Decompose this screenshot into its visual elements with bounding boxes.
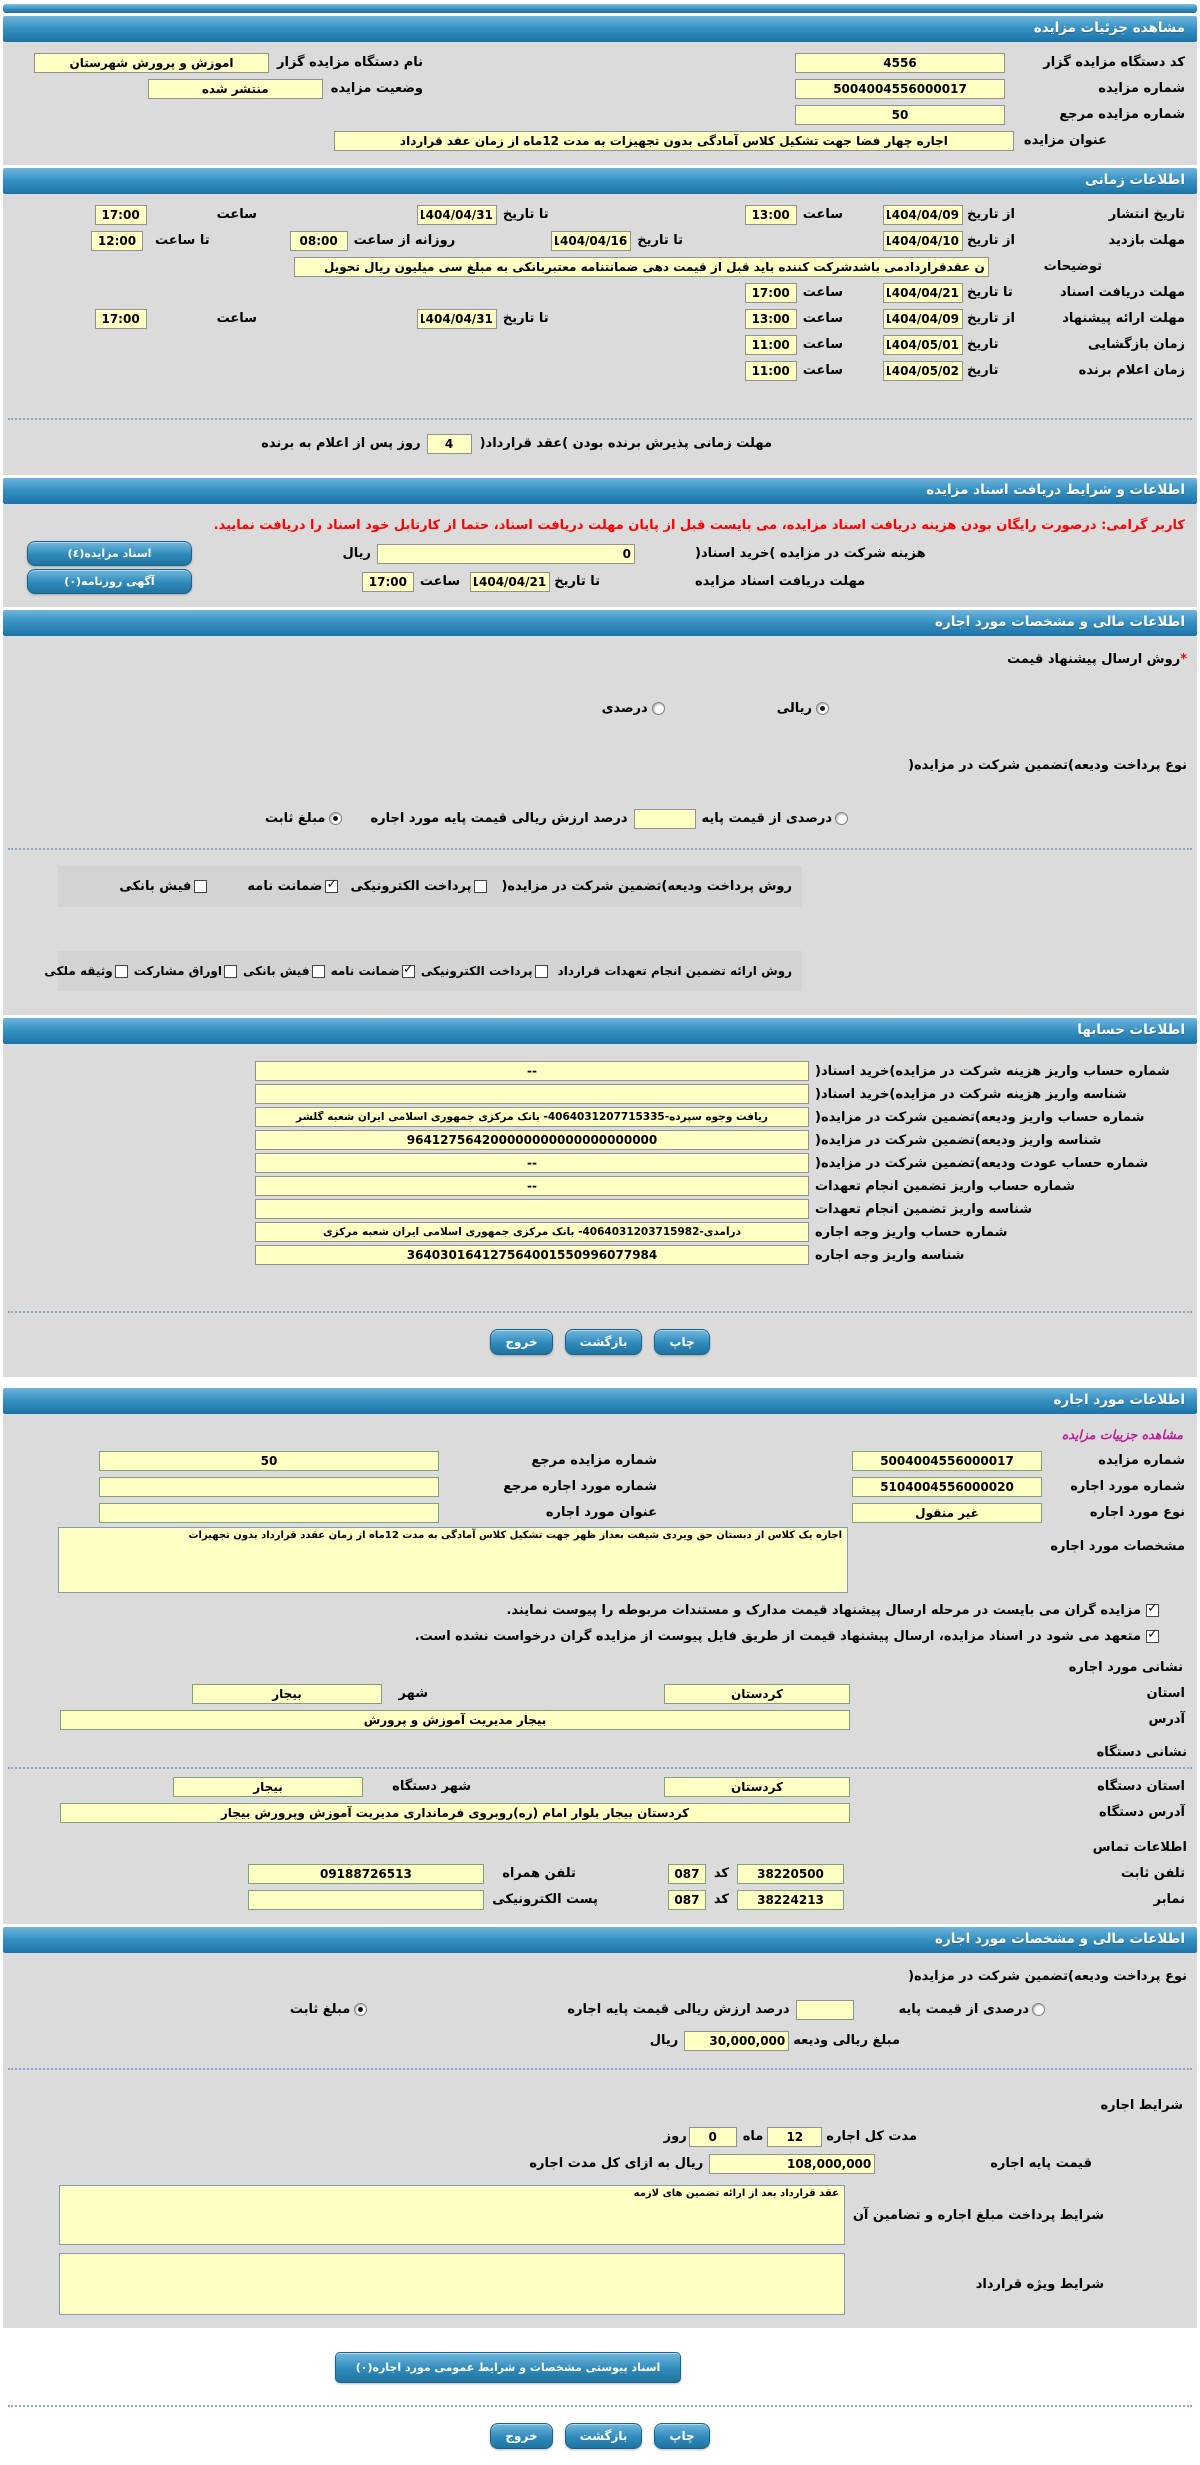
doc-fee-payment-id-label: شناسه واریز هزینه شرکت در مزایده)خرید اسناد( — [815, 1086, 1127, 1102]
hour-label: ساعت — [802, 207, 843, 222]
action-buttons-row — [3, 2413, 1197, 2461]
section-header-accounts — [3, 1018, 1197, 1044]
contact-title: اطلاعات تماس — [1092, 1840, 1187, 1855]
phone-row — [3, 1862, 1197, 1885]
item-specs-textarea[interactable]: اجاره یک کلاس از دبستان حق ویردی شیفت بعداز ظهر جهت تشکیل کلاس آمادگی به مدت 12ماه از زمان عقدد قرارداد بدون تجهیزات — [58, 1527, 848, 1593]
deposit-account-label: شماره حساب واریز ودیعه)تضمین شرکت در مزایده( — [815, 1109, 1145, 1125]
price-method-options-row — [3, 697, 1197, 720]
percent-of-base-label: درصدی از قیمت پایه — [898, 2002, 1029, 2017]
docs-deadline-row — [3, 569, 1197, 594]
divider — [8, 418, 1192, 420]
no-file-note-row — [3, 1625, 1197, 1648]
newspaper-ad-button[interactable]: آگهی روزنامه(٠) — [27, 569, 192, 594]
description-row — [3, 255, 1197, 278]
item-number-input[interactable] — [852, 1477, 1042, 1497]
base-price-input[interactable] — [709, 2154, 875, 2174]
bank-slip-checkbox[interactable] — [312, 965, 325, 978]
area-code-label: کد — [713, 1892, 729, 1907]
section-title: مشاهده جزئیات مزایده — [1033, 20, 1185, 36]
footer-area — [3, 2328, 1197, 2465]
guarantee-letter-label: ضمانت نامه — [330, 964, 400, 978]
deposit-type-options-row — [3, 1998, 1197, 2021]
payment-terms-label: شرایط پرداخت مبلغ اجاره و تضامین آن — [852, 2207, 1104, 2223]
hour-label: ساعت — [802, 285, 843, 300]
participation-bonds-checkbox[interactable] — [224, 965, 237, 978]
back-button[interactable]: بازگشت — [565, 2423, 643, 2449]
obligation-guarantee-account-label: شماره حساب واریز تضمین انجام تعهدات — [815, 1178, 1076, 1194]
percent-of-base-input[interactable] — [796, 2000, 854, 2020]
auction-number-label: شماره مزایده — [1098, 1453, 1185, 1468]
phone-input[interactable] — [737, 1864, 844, 1884]
item-type-input[interactable] — [852, 1503, 1042, 1523]
to-date-label: تا تاریخ — [502, 207, 549, 222]
mobile-label: تلفن همراه — [502, 1866, 576, 1881]
electronic-payment-checkbox[interactable] — [474, 880, 487, 893]
docs-warning-text: کاربر گرامی: درصورت رایگان بودن هزینه دریافت اسناد مزایده، می بایست قبل از پایان مهلت دریافت اسناد، حتما از کارتابل خود اسناد را دریافت نمایید. — [213, 518, 1185, 533]
address-label: آدرس — [1148, 1712, 1185, 1727]
auction-number-row — [3, 77, 1197, 100]
org-province-row — [3, 1775, 1197, 1798]
payment-terms-row — [3, 2185, 1197, 2245]
province-input[interactable] — [664, 1684, 850, 1704]
property-collateral-checkbox[interactable] — [115, 965, 128, 978]
to-date-label: تا تاریخ — [967, 285, 1013, 300]
price-method-label: روش ارسال پیشنهاد قیمت — [1007, 652, 1181, 667]
top-strip — [3, 4, 1197, 13]
divider — [8, 2405, 1192, 2407]
back-button[interactable]: بازگشت — [565, 1329, 643, 1355]
auction-number-label: شماره مزایده — [1098, 81, 1185, 96]
org-city-input[interactable] — [173, 1777, 363, 1797]
account-row — [3, 1130, 1197, 1150]
rent-payment-account-input[interactable] — [255, 1222, 809, 1242]
fax-code-input[interactable] — [668, 1890, 706, 1910]
item-type-row — [3, 1501, 1197, 1524]
auction-title-label: عنوان مزایده — [1023, 133, 1107, 148]
docs-deadline-hour-input[interactable] — [362, 572, 414, 592]
offer-deadline-label: مهلت ارائه پیشنهاد — [1062, 311, 1185, 326]
section-header-financial-1 — [3, 610, 1197, 636]
deposit-type-row — [3, 754, 1197, 777]
rental-address-title: نشانی مورد اجاره — [1068, 1660, 1183, 1675]
attachment-button-row — [3, 2352, 1197, 2383]
view-details-link-row — [3, 1423, 1197, 1446]
visit-deadline-row — [3, 229, 1197, 252]
account-row — [3, 1061, 1197, 1081]
rial-radio[interactable] — [816, 702, 829, 715]
section-header-financial-2 — [3, 1927, 1197, 1953]
winner-announce-label: زمان اعلام برنده — [1078, 363, 1185, 378]
item-specs-row — [3, 1527, 1197, 1593]
duration-months-input[interactable] — [767, 2127, 822, 2147]
publish-to-date-input[interactable] — [417, 205, 497, 225]
guarantee-letter-checkbox[interactable] — [325, 880, 338, 893]
auction-status-input[interactable] — [148, 79, 323, 99]
hour-label: ساعت — [216, 207, 257, 222]
deposit-type-label: نوع پرداخت ودیعه)تضمین شرکت در مزایده( — [908, 1969, 1187, 1984]
item-type-label: نوع مورد اجاره — [1089, 1505, 1185, 1520]
percent-radio[interactable] — [652, 702, 665, 715]
deposit-type-label: نوع پرداخت ودیعه)تضمین شرکت در مزایده( — [908, 758, 1187, 773]
org-name-label: نام دستگاه مزایده گزار — [277, 55, 423, 70]
account-row — [3, 1107, 1197, 1127]
daily-from-hour-label: روزانه از ساعت — [353, 233, 456, 248]
contract-guarantee-method-label: روش ارائه تضمین انجام تعهدات قرارداد — [557, 964, 792, 978]
auction-status-label: وضعیت مزایده — [330, 81, 423, 96]
to-date-label: تا تاریخ — [554, 574, 600, 589]
obligation-guarantee-account-input[interactable] — [255, 1176, 809, 1196]
opening-hour-input[interactable] — [745, 335, 797, 355]
special-terms-row — [3, 2253, 1197, 2315]
address-input[interactable] — [60, 1710, 850, 1730]
financial-panel-1 — [3, 636, 1197, 1015]
hour-label: ساعت — [802, 337, 843, 352]
timing-panel — [3, 194, 1197, 475]
deposit-type-row — [3, 1965, 1197, 1988]
accounts-panel — [3, 1044, 1197, 1377]
offer-from-date-input[interactable] — [883, 309, 963, 329]
participation-bonds-label: اوراق مشارکت — [133, 964, 223, 978]
auction-title-row — [3, 129, 1197, 152]
docs-hour-input[interactable] — [745, 283, 797, 303]
email-input[interactable] — [248, 1890, 484, 1910]
item-auction-number-row — [3, 1449, 1197, 1472]
rental-item-panel — [3, 1414, 1197, 1924]
winner-announce-row — [3, 359, 1197, 382]
phone-code-input[interactable] — [668, 1864, 706, 1884]
electronic-payment-checkbox[interactable] — [535, 965, 548, 978]
divider — [8, 1311, 1192, 1313]
exit-button[interactable]: خروج — [490, 2423, 552, 2449]
city-label: شهر — [398, 1686, 428, 1701]
rent-duration-label: مدت کل اجاره — [826, 2129, 917, 2144]
auction-ref-input[interactable] — [795, 105, 1005, 125]
fixed-amount-radio[interactable] — [354, 2003, 367, 2016]
until-hour-label: تا ساعت — [155, 233, 210, 248]
offer-from-hour-input[interactable] — [745, 309, 797, 329]
docs-receive-deadline-row — [3, 281, 1197, 304]
rent-payment-account-label: شماره حساب واریز وجه اجاره — [815, 1224, 1008, 1240]
opening-time-row — [3, 333, 1197, 356]
account-row — [3, 1084, 1197, 1104]
property-collateral-label: وثیقه ملکی — [44, 964, 113, 978]
winner-date-input[interactable] — [883, 361, 963, 381]
base-price-label: قیمت پایه اجاره — [990, 2156, 1092, 2171]
rental-address-row — [3, 1708, 1197, 1731]
account-row — [3, 1153, 1197, 1173]
from-date-label: از تاریخ — [967, 207, 1015, 222]
deposit-amount-label: مبلغ ریالی ودیعه — [793, 2033, 900, 2048]
percent-of-base-label: درصدی از قیمت پایه — [701, 811, 832, 826]
contract-accept-suffix: روز پس از اعلام به برنده — [261, 436, 421, 451]
docs-receive-deadline-label: مهلت دریافت اسناد — [1059, 285, 1185, 300]
percent-of-base-radio[interactable] — [1032, 2003, 1045, 2016]
docs-fee-label: هزینه شرکت در مزایده )خرید اسناد( — [695, 546, 926, 561]
view-auction-details-link[interactable]: مشاهده جزییات مزایده — [1061, 1427, 1183, 1442]
publish-from-date-input[interactable] — [883, 205, 963, 225]
description-label: توضیحات — [1043, 259, 1102, 274]
deposit-type-options-row — [3, 807, 1197, 830]
deposit-payment-method-box — [58, 866, 802, 907]
hour-label: ساعت — [802, 363, 843, 378]
auction-code-input[interactable] — [795, 53, 1005, 73]
account-row — [3, 1222, 1197, 1242]
item-ref-input[interactable] — [99, 1477, 439, 1497]
province-label: استان — [1146, 1686, 1185, 1701]
visit-from-date-input[interactable] — [883, 231, 963, 251]
attachment-docs-button[interactable]: اسناد پیوستی مشخصات و شرایط عمومی مورد اجاره(٠) — [335, 2352, 682, 2383]
duration-days-input[interactable] — [689, 2127, 737, 2147]
section-title: اطلاعات و شرایط دریافت اسناد مزایده — [926, 482, 1185, 498]
contract-accept-label: مهلت زمانی پذیرش برنده بودن )عقد قرارداد( — [479, 436, 772, 451]
auction-documents-button[interactable]: اسناد مزایده(٤) — [27, 541, 192, 566]
deposit-payment-id-input[interactable] — [255, 1130, 809, 1150]
section-title: اطلاعات حسابها — [1077, 1022, 1185, 1038]
visit-to-date-input[interactable] — [551, 231, 631, 251]
account-row — [3, 1176, 1197, 1196]
deposit-return-account-input[interactable] — [255, 1153, 809, 1173]
city-input[interactable] — [192, 1684, 382, 1704]
auction-details-panel — [3, 42, 1197, 165]
rent-terms-title: شرایط اجاره — [1100, 2098, 1183, 2113]
org-address-row — [3, 1801, 1197, 1824]
guarantee-letter-label: ضمانت نامه — [247, 879, 323, 894]
rent-payment-id-label: شناسه واریز وجه اجاره — [815, 1247, 965, 1263]
email-label: پست الکترونیکی — [492, 1892, 598, 1907]
percent-option-label: درصدی — [601, 701, 648, 716]
visit-daily-from-input[interactable] — [290, 231, 348, 251]
item-title-label: عنوان مورد اجاره — [545, 1505, 657, 1520]
org-address-title-row — [3, 1741, 1197, 1764]
docs-deadline-date-input[interactable] — [470, 572, 550, 592]
payment-terms-textarea[interactable]: عقد قرارداد بعد از ارائه تضمین های لازمه — [59, 2185, 845, 2245]
docs-panel — [3, 504, 1197, 607]
divider — [8, 2068, 1192, 2070]
section-header-auction-details — [3, 16, 1197, 42]
hour-label: ساعت — [802, 311, 843, 326]
percent-of-base-suffix: درصد ارزش ریالی قیمت پایه مورد اجاره — [370, 811, 628, 826]
special-terms-textarea[interactable] — [59, 2253, 845, 2315]
special-terms-label: شرایط ویژه قرارداد — [975, 2276, 1104, 2292]
contract-guarantee-method-box — [44, 951, 802, 991]
auction-number-input[interactable] — [852, 1451, 1042, 1471]
item-ref-label: شماره مورد اجاره مرجع — [503, 1479, 657, 1494]
auction-number-input[interactable] — [795, 79, 1005, 99]
fax-label: نمابر — [1153, 1892, 1185, 1907]
section-title: اطلاعات زمانی — [1084, 172, 1185, 188]
day-word: روز — [663, 2129, 687, 2144]
publish-from-hour-input[interactable] — [745, 205, 797, 225]
docs-fee-row — [3, 541, 1197, 566]
contract-accept-row — [3, 432, 1197, 455]
to-date-label: تا تاریخ — [637, 233, 683, 248]
section-title: اطلاعات مالی و مشخصات مورد اجاره — [935, 1931, 1185, 1947]
auction-ref-label: شماره مزایده مرجع — [1059, 107, 1185, 122]
exit-button[interactable]: خروج — [490, 1329, 552, 1355]
deposit-amount-row — [3, 2029, 1197, 2052]
area-code-label: کد — [713, 1866, 729, 1881]
auction-code-row — [3, 51, 1197, 74]
contract-accept-days-input[interactable] — [427, 434, 472, 454]
publish-date-row — [3, 203, 1197, 226]
no-file-note-text: متعهد می شود در اسناد مزایده، ارسال پیشنهاد قیمت از طریق فایل پیوست از مزایده گران درخواست نشده است. — [414, 1629, 1141, 1644]
deposit-amount-input[interactable] — [684, 2031, 789, 2051]
auction-title-input[interactable] — [334, 131, 1014, 151]
deposit-payment-id-label: شناسه واریز ودیعه)تضمین شرکت در مزایده( — [815, 1132, 1102, 1148]
price-method-row — [3, 648, 1197, 671]
org-name-input[interactable] — [34, 53, 269, 73]
auction-code-label: کد دستگاه مزایده گزار — [1043, 55, 1185, 70]
attach-note-row — [3, 1599, 1197, 1622]
deposit-return-account-label: شماره حساب عودت ودیعه)تضمین شرکت در مزایده( — [815, 1155, 1149, 1171]
bank-slip-label: فیش بانکی — [119, 879, 192, 894]
percent-of-base-radio[interactable] — [835, 812, 848, 825]
percent-of-base-input[interactable] — [634, 809, 696, 829]
rial-unit-label: ریال — [649, 2033, 679, 2048]
offer-to-date-input[interactable] — [417, 309, 497, 329]
auction-details-page — [0, 4, 1200, 2465]
opening-time-label: زمان بازگشایی — [1088, 337, 1185, 352]
hour-label: ساعت — [216, 311, 257, 326]
org-address-input[interactable] — [60, 1803, 850, 1823]
bank-slip-checkbox[interactable] — [194, 880, 207, 893]
auction-ref-row — [3, 103, 1197, 126]
rent-duration-row — [3, 2125, 1197, 2148]
docs-fee-input[interactable] — [377, 544, 635, 564]
auction-ref-input[interactable] — [99, 1451, 439, 1471]
contact-title-row — [3, 1836, 1197, 1859]
org-province-input[interactable] — [664, 1777, 850, 1797]
deposit-payment-method-label: روش پرداخت ودیعه)تضمین شرکت در مزایده( — [501, 879, 792, 894]
electronic-payment-label: پرداخت الکترونیکی — [420, 964, 533, 978]
action-buttons-row — [3, 1319, 1197, 1367]
publish-date-label: تاریخ انتشار — [1108, 207, 1185, 222]
rental-province-row — [3, 1682, 1197, 1705]
electronic-payment-label: پرداخت الکترونیکی — [350, 879, 472, 894]
deposit-account-input[interactable] — [255, 1107, 809, 1127]
visit-daily-to-input[interactable] — [91, 231, 143, 251]
item-number-row — [3, 1475, 1197, 1498]
date-label: تاریخ — [967, 337, 999, 352]
attach-note-checkbox[interactable] — [1146, 1604, 1159, 1617]
doc-fee-payment-id-input[interactable] — [255, 1084, 809, 1104]
description-input[interactable] — [294, 257, 989, 277]
doc-fee-account-input[interactable] — [255, 1061, 809, 1081]
section-title: اطلاعات مالی و مشخصات مورد اجاره — [935, 614, 1185, 630]
fax-input[interactable] — [737, 1890, 844, 1910]
fixed-amount-radio[interactable] — [329, 812, 342, 825]
guarantee-letter-checkbox[interactable] — [402, 965, 415, 978]
publish-to-hour-input[interactable] — [95, 205, 147, 225]
rent-terms-title-row — [3, 2094, 1197, 2117]
opening-date-input[interactable] — [883, 335, 963, 355]
section-title: اطلاعات مورد اجاره — [1053, 1392, 1185, 1408]
winner-hour-input[interactable] — [745, 361, 797, 381]
fixed-amount-label: مبلغ ثابت — [264, 811, 326, 826]
section-header-docs — [3, 478, 1197, 504]
org-address-title: نشانی دستگاه — [1096, 1745, 1187, 1760]
no-file-note-checkbox[interactable] — [1146, 1630, 1159, 1643]
auction-ref-label: شماره مزایده مرجع — [531, 1453, 657, 1468]
divider — [8, 848, 1192, 850]
rental-address-title-row — [3, 1656, 1197, 1679]
fax-row — [3, 1888, 1197, 1911]
to-date-label: تا تاریخ — [502, 311, 549, 326]
attach-note-text: مزایده گران می بایست در مرحله ارسال پیشنهاد قیمت مدارک و مستندات مربوطه را پیوست نمایند. — [506, 1603, 1141, 1618]
section-header-timing — [3, 168, 1197, 194]
base-price-suffix: ریال به ازای کل مدت اجاره — [529, 2156, 704, 2171]
from-date-label: از تاریخ — [967, 311, 1015, 326]
month-word: ماه — [742, 2129, 764, 2144]
obligation-guarantee-id-input[interactable] — [255, 1199, 809, 1219]
date-label: تاریخ — [967, 363, 999, 378]
org-address-label: آدرس دستگاه — [1099, 1805, 1185, 1820]
doc-fee-account-label: شماره حساب واریز هزینه شرکت در مزایده)خرید اسناد( — [815, 1063, 1170, 1079]
financial-panel-2 — [3, 1953, 1197, 2328]
docs-to-date-input[interactable] — [883, 283, 963, 303]
hour-label: ساعت — [419, 574, 461, 589]
rent-payment-id-input[interactable] — [255, 1245, 809, 1265]
divider — [8, 1767, 1192, 1769]
item-specs-label: مشخصات مورد اجاره — [1050, 1539, 1185, 1554]
org-province-label: استان دستگاه — [1097, 1779, 1185, 1794]
rial-option-label: ریالی — [776, 701, 812, 716]
percent-of-base-suffix: درصد ارزش ریالی قیمت پایه اجاره — [567, 2002, 790, 2017]
bank-slip-label: فیش بانکی — [243, 964, 310, 978]
print-button[interactable]: چاپ — [654, 1329, 709, 1355]
print-button[interactable]: چاپ — [654, 2423, 709, 2449]
mobile-input[interactable] — [248, 1864, 484, 1884]
fixed-amount-label: مبلغ ثابت — [289, 2002, 351, 2017]
account-row — [3, 1245, 1197, 1265]
offer-to-hour-input[interactable] — [95, 309, 147, 329]
phone-label: تلفن ثابت — [1120, 1866, 1185, 1881]
offer-deadline-row — [3, 307, 1197, 330]
visit-deadline-label: مهلت بازدید — [1108, 233, 1185, 248]
item-title-input[interactable] — [99, 1503, 439, 1523]
required-star: * — [1180, 652, 1187, 667]
base-price-row — [3, 2152, 1197, 2175]
obligation-guarantee-id-label: شناسه واریز تضمین انجام تعهدات — [815, 1201, 1033, 1217]
org-city-label: شهر دستگاه — [392, 1779, 471, 1794]
from-date-label: از تاریخ — [967, 233, 1015, 248]
item-number-label: شماره مورد اجاره — [1070, 1479, 1185, 1494]
rial-unit-label: ریال — [342, 546, 371, 561]
section-header-rental-item — [3, 1388, 1197, 1414]
account-row — [3, 1199, 1197, 1219]
docs-deadline-label: مهلت دریافت اسناد مزایده — [695, 574, 866, 589]
